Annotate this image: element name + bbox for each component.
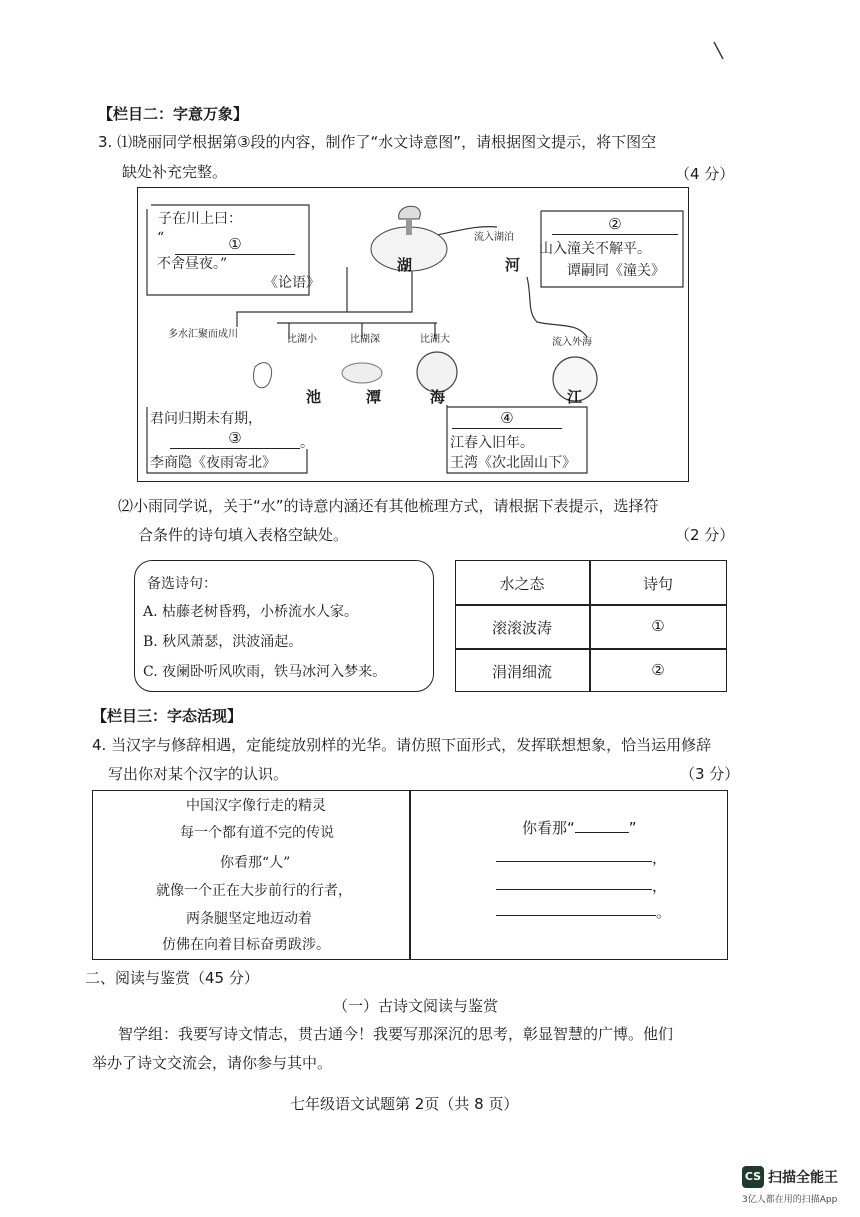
tongguan-source: 谭嗣同《潼关》 (567, 263, 665, 279)
gather-label: 多水汇聚而成川 (168, 329, 238, 340)
candidate-b: B. 秋风萧瑟，洪波涌起。 (143, 634, 303, 650)
table-rule (455, 648, 727, 650)
example-line: 你看那“人” (220, 855, 291, 871)
q4-line2: 写出你对某个汉字的认识。 (108, 765, 289, 783)
lunyu-line3: 不舍昼夜。” (157, 256, 228, 272)
example-line: 就像一个正在大步前行的行者， (156, 883, 352, 899)
cibei-line2: 江春入旧年。 (450, 435, 534, 451)
table-rule (455, 604, 727, 606)
blank-3: ③ (170, 430, 300, 449)
sea-label: 海 (430, 388, 446, 406)
lake-label: 湖 (397, 256, 413, 274)
intro-line1: 智学组：我要写诗文情志，贯古通今！我要写那深沉的思考，彰显智慧的广博。他们 (118, 1025, 674, 1043)
corner-mark (712, 40, 726, 62)
table-cell: ① (651, 617, 665, 635)
answer-blank-line[interactable] (496, 888, 652, 890)
lunyu-line1: 子在川上曰： (158, 211, 242, 227)
candidates-title: 备选诗句： (147, 576, 217, 592)
q3-1-line1: 3. ⑴晓丽同学根据第③段的内容，制作了“水文诗意图”，请根据图文提示，将下图空 (98, 133, 657, 151)
river-label: 河 (505, 256, 521, 274)
branch-smaller: 比湖小 (287, 334, 317, 345)
answer-line1 (522, 818, 637, 838)
q3-1-score: （4 分） (675, 165, 735, 183)
example-line: 两条腿坚定地迈动着 (186, 911, 312, 927)
q3-2-line1: ⑵小雨同学说，关于“水”的诗意内涵还有其他梳理方式，请根据下表提示，选择符 (118, 497, 659, 515)
branch-larger: 比湖大 (420, 334, 450, 345)
intro-line2: 举办了诗文交流会，请你参与其中。 (92, 1054, 333, 1072)
answer-period: 。 (656, 903, 672, 921)
yeyu-source: 李商隐《夜雨寄北》 (150, 455, 276, 471)
example-line: 中国汉字像行走的精灵 (186, 798, 326, 814)
q4-line1: 4. 当汉字与修辞相遇，定能绽放别样的光华。请仿照下面形式，发挥联想想象，恰当运用修辞 (92, 736, 712, 754)
candidates-box (134, 560, 434, 692)
section2-heading: 【栏目二：字意万象】 (98, 105, 249, 123)
table-header: 诗句 (642, 575, 673, 593)
page-footer: 七年级语文试题第 2页（共 8 页） (290, 1095, 519, 1113)
answer-blank-line[interactable] (496, 914, 656, 916)
candidate-c: C. 夜阑卧听风吹雨，铁马冰河入梦来。 (143, 664, 387, 680)
pool-label: 池 (306, 388, 322, 406)
table-cell: ② (651, 661, 665, 679)
candidate-a: A. 枯藤老树昏鸦，小桥流水人家。 (143, 604, 359, 620)
branch-deeper: 比湖深 (350, 334, 380, 345)
imitation-divider (409, 790, 411, 960)
scanner-brand: 扫描全能王 (768, 1170, 838, 1186)
table-cell: 涓涓细流 (491, 663, 552, 681)
q4-score: （3 分） (680, 765, 740, 783)
lunyu-quote-open: “ (157, 230, 165, 246)
scanner-tagline: 3亿人都在用的扫描App (742, 1195, 838, 1205)
tongguan-line2: 山入潼关不解平。 (539, 241, 651, 257)
flow-out-label: 流入外海 (552, 337, 592, 348)
cibei-source: 王湾《次北固山下》 (450, 455, 576, 471)
flow-in-label: 流入湖泊 (474, 232, 514, 243)
scanner-logo: CS (742, 1166, 764, 1188)
subsection-heading: （一）古诗文阅读与鉴赏 (333, 997, 499, 1015)
blank-1: ① (175, 236, 295, 255)
blank-2: ② (552, 216, 678, 235)
answer-blank-line[interactable] (496, 860, 652, 862)
section3-heading: 【栏目三：字态活现】 (92, 707, 243, 725)
answer-comma: ， (652, 877, 668, 895)
blank-4: ④ (452, 410, 562, 429)
q3-2-score: （2 分） (675, 526, 735, 544)
deep-pool-label: 潭 (366, 388, 382, 406)
lunyu-source: 《论语》 (264, 275, 320, 291)
example-line: 仿佛在向着目标奋勇跋涉。 (162, 937, 330, 953)
q3-1-line2: 缺处补充完整。 (122, 163, 228, 181)
answer-comma: ， (652, 849, 668, 867)
q3-2-line2: 合条件的诗句填入表格空缺处。 (138, 526, 349, 544)
table-cell: 滚滚波涛 (491, 619, 552, 637)
table-header: 水之态 (499, 575, 545, 593)
answer-prefix: 你看那“ (522, 819, 575, 837)
part2-heading: 二、阅读与鉴赏（45 分） (85, 969, 259, 987)
yeyu-period: 。 (300, 435, 314, 451)
answer-suffix: ” (628, 819, 637, 837)
answer-char-blank[interactable] (575, 820, 629, 833)
jiang-label: 江 (567, 388, 583, 406)
example-line: 每一个都有道不完的传说 (180, 825, 334, 841)
yeyu-line1: 君问归期未有期， (150, 411, 262, 427)
